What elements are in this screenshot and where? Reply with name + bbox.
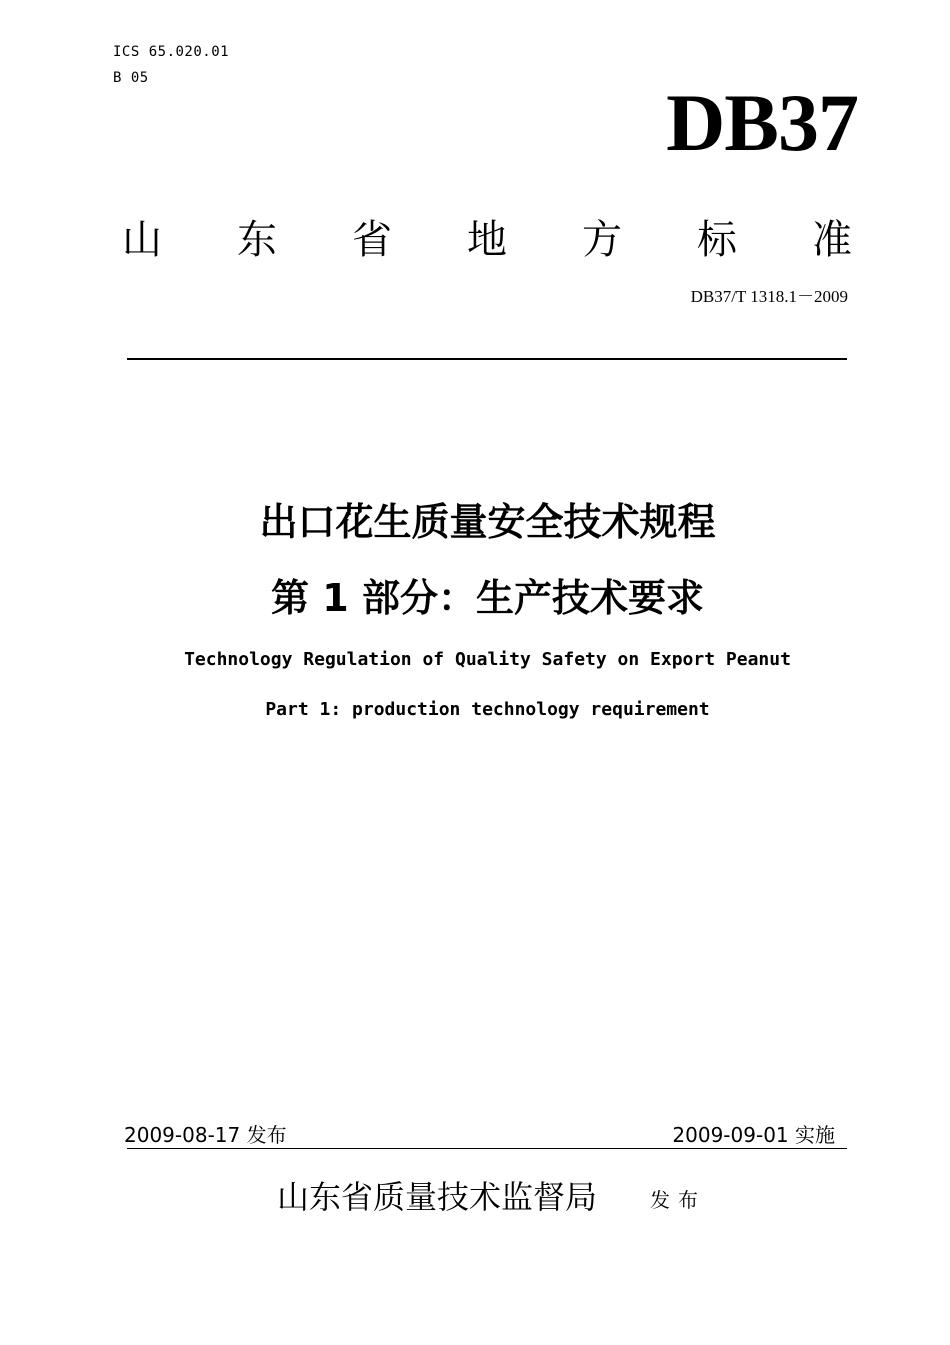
subtitle-chinese: 第 1 部分：生产技术要求 bbox=[271, 576, 704, 620]
standard-number: DB37/T 1318.1－2009 bbox=[690, 287, 848, 306]
standard-type-char: 山 bbox=[122, 217, 162, 263]
title-chinese: 出口花生质量安全技术规程 bbox=[259, 500, 716, 544]
standard-type-char: 地 bbox=[467, 217, 507, 263]
title-english: Technology Regulation of Quality Safety on Export Peanut bbox=[184, 649, 791, 670]
ics-code: ICS 65.020.01 bbox=[113, 44, 230, 60]
issue-date: 2009-08-17 发布 bbox=[124, 1123, 287, 1147]
standard-type-heading bbox=[122, 217, 852, 263]
publisher-name: 山东省质量技术监督局 bbox=[277, 1178, 598, 1216]
standard-logo: DB37 bbox=[666, 77, 858, 168]
standard-type-char: 标 bbox=[697, 217, 737, 263]
standard-type-char: 准 bbox=[812, 217, 852, 263]
classification-code: B 05 bbox=[113, 70, 149, 86]
standard-type-char: 东 bbox=[237, 217, 277, 263]
bottom-divider bbox=[127, 1148, 847, 1149]
subtitle-english: Part 1: production technology requirement bbox=[265, 699, 710, 720]
standard-type-char: 省 bbox=[352, 217, 392, 263]
publish-label: 发布 bbox=[650, 1188, 706, 1212]
standard-type-char: 方 bbox=[582, 217, 622, 263]
top-divider bbox=[127, 358, 847, 360]
implementation-date: 2009-09-01 实施 bbox=[672, 1123, 835, 1147]
